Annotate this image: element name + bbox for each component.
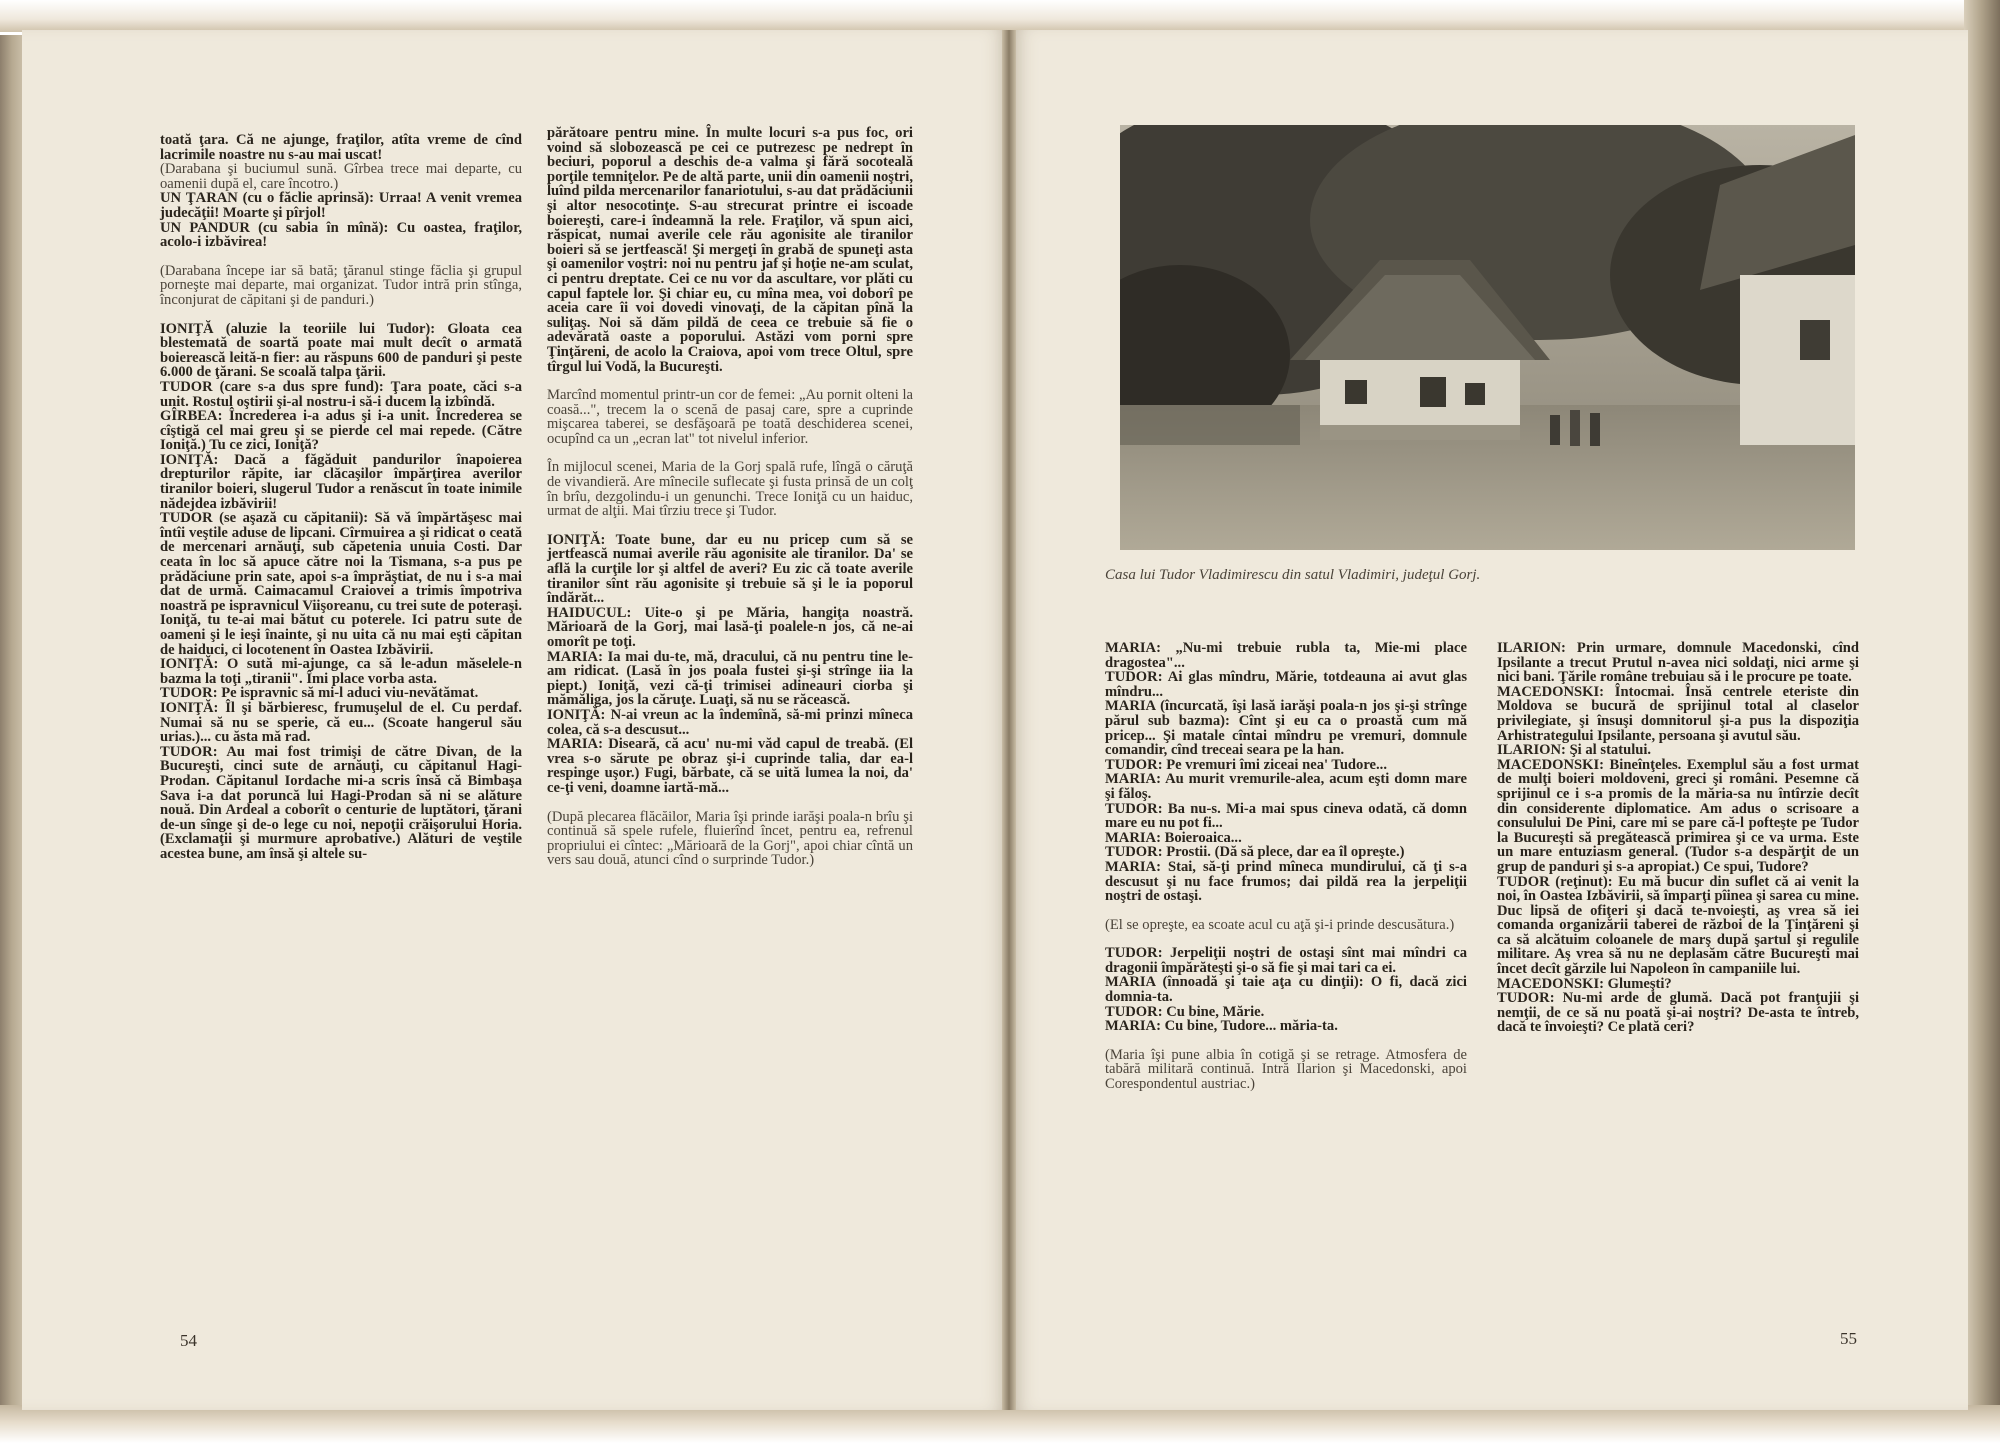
paragraph-gap [160, 250, 522, 264]
page-number-right: 55 [1840, 1329, 1857, 1348]
stage-direction: (Darabana începe iar să bată; ţăranul stinge făclia şi grupul porneşte mai departe, mai organizat. Tudor intră prin stînga, înconjurat de căpitani şi de panduri.) [160, 262, 522, 308]
paragraph-gap [1105, 932, 1467, 946]
dialogue-paragraph: MARIA: Cu bine, Tudore... măria-ta. [1105, 1018, 1338, 1035]
cover-bottom-edge [0, 1405, 2000, 1443]
dialogue-paragraph: IONIŢĂ: Dacă a făgăduit pandurilor înapoierea drepturilor răpite, iar clăcaşilor împărţirea averilor tiranilor boieri, slugerul Tudor a renăscut în toate inimile nădejdea izbăvirii! [160, 451, 522, 512]
left-page-column-1 [160, 133, 522, 862]
dialogue-paragraph: ILARION: Prin urmare, domnule Macedonski, cînd Ipsilante a trecut Prutul n-avea nici soldaţi, nici arme şi nici bani. Ţările române trebuiau să i le procure pe toate. [1497, 640, 1859, 686]
dialogue-paragraph: TUDOR: Pe ispravnic să mi-l aduci viu-nevătămat. [160, 685, 479, 702]
photo-caption: Casa lui Tudor Vladimirescu din satul Vladimiri, judeţul Gorj. [1105, 567, 1481, 583]
dialogue-paragraph: TUDOR: Pe vremuri îmi ziceai nea' Tudore... [1105, 756, 1387, 773]
stage-direction: (Maria îşi pune albia în cotigă şi se retrage. Atmosfera de tabără militară continuă. Intră Ilarion şi Macedonski, apoi Corespondentul austriac.) [1105, 1046, 1467, 1093]
house-photo [1120, 125, 1855, 550]
right-page-column-2 [1497, 641, 1859, 1035]
dialogue-paragraph: TUDOR: Cu bine, Mărie. [1105, 1003, 1265, 1020]
dialogue-paragraph: TUDOR: Nu-mi arde de glumă. Dacă pot franţujii şi nemţii, de ce să nu poată şi-ai noştri? De-asta te întreb, dacă te învoieşti? Ce plată ceri? [1497, 990, 1859, 1036]
dialogue-paragraph: IONIŢĂ: N-ai vreun ac la îndemînă, să-mi prinzi mîneca colea, că s-a descusut... [547, 706, 913, 738]
dialogue-paragraph: TUDOR: Jerpeliţii noştri de ostaşi sînt mai mîndri ca dragonii împărăteşti şi-o să fie şi mai tari ca ei. [1105, 945, 1467, 976]
paragraph-gap [547, 374, 913, 388]
paragraph-gap [547, 519, 913, 533]
dialogue-paragraph: MARIA: Ia mai du-te, mă, dracului, că nu pentru tine le-am ridicat. (Lasă în jos poala fustei şi-şi strînge iia la piept.) Ioniţă, vezi că-ţi trimisei adineauri ciorba şi mămăliga, jos la căruţe. Luaţi, să nu se răcească. [547, 648, 913, 709]
dialogue-paragraph: MARIA: Stai, să-ţi prind mîneca mundirului, că ţi s-a descusut şi nu face frumos; dai pildă rea la jerpeliţii noştri de ostaşi. [1105, 858, 1467, 905]
dialogue-paragraph: MARIA: Diseară, că acu' nu-mi văd capul de treabă. (El vrea s-o sărute pe obraz şi-i cuprinde talia, dar ea-l respinge uşor.) Fugi, bărbate, că se uită lumea la noi, da' ce-ţi veni, doamne iartă-mă... [547, 736, 913, 796]
stage-direction: (După plecarea flăcăilor, Maria îşi prinde iarăşi poala-n brîu şi continuă să spele rufele, fluierînd încet, pentru ea, refrenul propriului ei cîntec: „Mărioară de la Gorj", apoi chiar cîntă un vers sau două, atunci cînd o surprinde Tudor.) [547, 808, 913, 869]
stage-direction: (El se opreşte, ea scoate acul cu aţă şi-i prinde descusătura.) [1105, 916, 1455, 933]
cover-top-edge [0, 0, 2000, 32]
dialogue-paragraph: IONIŢĂ: O sută mi-ajunge, ca să le-adun măselele-n bazma la toţi „tiranii". Îmi place vorba asta. [160, 656, 522, 687]
dialogue-paragraph: TUDOR: Prostii. (Dă să plece, dar ea îl opreşte.) [1105, 844, 1405, 861]
dialogue-paragraph: ILARION: Şi al statului. [1497, 742, 1652, 759]
dialogue-paragraph: TUDOR: Au mai fost trimişi de către Divan, de la Bucureşti, cinci sute de arnăuţi, cu căpitanul Hagi-Prodan. Căpitanul Iordache mi-a scris însă că Bimbaşa Sava i-a dat poruncă lui Hagi-Prodan să ni se alăture nouă. Din Ardeal a coborît o centurie de luptători, ţărani de-un sînge şi de-o lege cu noi, nepoţii crăişorului Horia. (Exclamaţii şi murmure aprobative.) Alături de veştile acestea bune, am însă şi altele su- [160, 743, 522, 862]
house-photo-image [1120, 125, 1855, 550]
paragraph-gap [1105, 1034, 1467, 1048]
book-gutter [1002, 30, 1016, 1410]
dialogue-paragraph: MARIA: „Nu-mi trebuie rubla ta, Mie-mi place dragostea"... [1105, 640, 1467, 671]
left-page-column-2 [547, 126, 913, 868]
dialogue-paragraph: IONIŢĂ: Îl şi bărbieresc, frumuşelul de el. Cu perdaf. Numai să nu se sperie, că eu... (Scoate hangerul său urias.)... cu ăsta mă rad. [160, 699, 522, 746]
dialogue-paragraph: toată ţara. Că ne ajunge, fraţilor, atîta vreme de cînd lacrimile noastre nu s-au mai uscat! [160, 132, 522, 163]
dialogue-paragraph: TUDOR (reţinut): Eu mă bucur din suflet că ai venit la noi, în Oastea Izbăvirii, să împarţi pîinea şi sarea cu mine. Duc lipsă de ofiţeri şi dacă te-nvoieşti, aş vrea să iei comanda organizării taberei de război de la Ţinţăreni şi ca să alcătuim coloanele de marş după şartul şi regulile militare. Aş vrea să nu ne deplasăm către Bucureşti mai încet decît gărzile lui Napoleon în campaniile lui. [1497, 873, 1859, 978]
stage-direction: (Darabana şi buciumul sună. Gîrbea trece mai departe, cu oamenii după el, care încotro.) [160, 161, 522, 192]
dialogue-paragraph: MARIA: Au murit vremurile-alea, acum eşti domn mare şi făloş. [1105, 771, 1467, 802]
dialogue-paragraph: UN PANDUR (cu sabia în mînă): Cu oastea, fraţilor, acolo-i izbăvirea! [160, 219, 522, 251]
dialogue-paragraph: MACEDONSKI: Glumeşti? [1497, 975, 1672, 992]
dialogue-paragraph: MARIA: Boieroaica... [1105, 829, 1242, 846]
paragraph-gap [160, 308, 522, 322]
paragraph-gap [1105, 904, 1467, 918]
stage-direction: Marcînd momentul printr-un cor de femei: „Au pornit olteni la coasă...", trecem la o scenă de pasaj care, spre a cuprinde mişcarea taberei, se desfăşoară pe toată deschiderea scenei, ocupînd ca un „ecran lat" tot nivelul inferior. [547, 387, 913, 447]
dialogue-paragraph: HAIDUCUL: Uite-o şi pe Măria, hangiţa noastră. Mărioară de la Gorj, mai lasă-ţi poalele-n jos, că ne-ai omorît pe toţi. [547, 604, 913, 650]
page-number-left: 54 [180, 1331, 197, 1350]
dialogue-paragraph: TUDOR (care s-a dus spre fund): Ţara poate, căci s-a unit. Rostul oştirii şi-al nostru-i să-i ducem la izbîndă. [160, 378, 522, 410]
dialogue-paragraph: IONIŢĂ: Toate bune, dar eu nu pricep cum să se jertfească numai averile rău agonisite ale tiranilor. Da' se află la curţile lor şi altfel de averi? Eu zic că toate averile tiranilor sînt rău agonisite şi trebuie să şi le ia poporul îndărăt... [547, 531, 913, 607]
dialogue-paragraph: TUDOR: Ai glas mîndru, Mărie, totdeauna ai avut glas mîndru... [1105, 669, 1467, 700]
stage-direction: În mijlocul scenei, Maria de la Gorj spală rufe, lîngă o căruţă de vivandieră. Are mînecile suflecate şi fusta prinsă de un colţ în brîu, dezgolindu-i un genunchi. Trece Ioniţă cu un haiduc, urmat de alţii. Mai tîrziu trece şi Tudor. [547, 459, 913, 520]
paragraph-gap [547, 796, 913, 810]
right-page-column-1 [1105, 641, 1467, 1092]
dialogue-paragraph: IONIŢĂ (aluzie la teoriile lui Tudor): Gloata cea blestemată de soartă poate mai mult decît o armată boierească leită-n fier: au răspuns 600 de panduri şi peste 6.000 de ţărani. Se scoală talpa ţării. [160, 320, 522, 381]
dialogue-paragraph: UN ŢARAN (cu o făclie aprinsă): Urraa! A venit vremea judecăţii! Moarte şi pîrjol! [160, 190, 522, 221]
dialogue-paragraph: MARIA (încurcată, îşi lasă iarăşi poala-n jos şi-şi strînge părul sub bazma): Cînt şi eu ca o proastă cum mă pricep... Şi matale cîntai mîndru pe vremuri, domnule comandir, cînd treceai seara pe la han. [1105, 698, 1467, 759]
dialogue-paragraph: GÎRBEA: Încrederea i-a adus şi i-a unit. Încrederea se cîştigă cel mai greu şi se pierde cel mai repede. (Către Ioniţă.) Tu ce zici, Ioniţă? [160, 408, 522, 454]
dialogue-paragraph: TUDOR (se aşază cu căpitanii): Să vă împărtăşesc mai întîi veştile aduse de lipcani. Cîrmuirea a şi ridicat o ceată de mercenari arnăuţi, sub căpetenia unuia Costi. Dar ceata în loc să apuce către noi la Tismana, s-a pus pe prădăciune prin sate, apoi s-a împrăştiat, de nu i s-a mai dat de urmă. Caimacamul Craiovei a trimis împotriva noastră pe ispravnicul Viişoreanu, cu trei sute de poteraşi. Ioniţă, tu te-ai mai bătut cu poterele. Ici patru sute de oameni şi le ieşi înainte, şi nu uita că nu mai eşti căpitan de haiduci, ci locotenent în Oastea Izbăvirii. [160, 510, 522, 658]
dialogue-paragraph: TUDOR: Ba nu-s. Mi-a mai spus cineva odată, că domn mare eu nu pot fi... [1105, 800, 1467, 832]
dialogue-paragraph: MARIA (înnoadă şi taie aţa cu dinţii): O fi, dacă zici domnia-ta. [1105, 974, 1467, 1006]
dialogue-paragraph: MACEDONSKI: Bineînţeles. Exemplul său a fost urmat de mulţi boieri moldoveni, greci şi români. Pesemne că sprijinul ce i s-a promis de la măria-sa nu întîrzie decît din considerente diplomatice. Am adus o scrisoare a consulului De Pini, care mi se pare că-l pofteşte pe Tudor la Bucureşti să pregătească primirea şi ce va urma. Este un mare entuziasm general. (Tudor s-a despărţit de un grup de panduri şi s-a apropiat.) Ce spui, Tudore? [1497, 756, 1859, 875]
dialogue-paragraph: MACEDONSKI: Întocmai. Însă centrele eteriste din Moldova se bucură de sprijinul total al claselor privilegiate, şi însuşi domnitorul şi-a pus la dispoziţia Arhistrategului Ipsilante, persoana şi avutul său. [1497, 683, 1859, 744]
page-stack-right [1964, 0, 2000, 1443]
dialogue-paragraph: părătoare pentru mine. În multe locuri s-a pus foc, ori voind să slobozească pe cei ce putrezesc pe nedrept în beciuri, poporul a deschis de-a valma şi fără socoteală porţile temniţelor. Pe de altă parte, unii din oamenii noştri, luînd pilda mercenarilor fanariotului, s-au dat prădăciunii şi altor nesocotinţe. S-au strecurat printre ei iscoade boiereşti, care-i îndeamnă la rele. Fraţilor, vă spun aici, răspicat, numai averile cele rău agonisite ale tiranilor boieri să se jertfească! Şi mergeţi în grabă de spuneţi asta şi oamenilor voştri: noi nu pentru jaf şi hoţie ne-am sculat, ci pentru dreptate. Cei ce nu vor da ascultare, vor plăti cu capul faptele lor. Şi chiar eu, cu mîna mea, voi doborî pe aceia care îi voi dovedi vinovaţi, de la căpitan pînă la suliţaş. Noi să dăm pildă de ceea ce trebuie să fie o adevărată oaste a poporului. Astăzi vom porni spre Ţinţăreni, de acolo la Craiova, apoi vom trece Oltul, spre tîrgul lui Vodă, la Bucureşti. [547, 125, 913, 375]
